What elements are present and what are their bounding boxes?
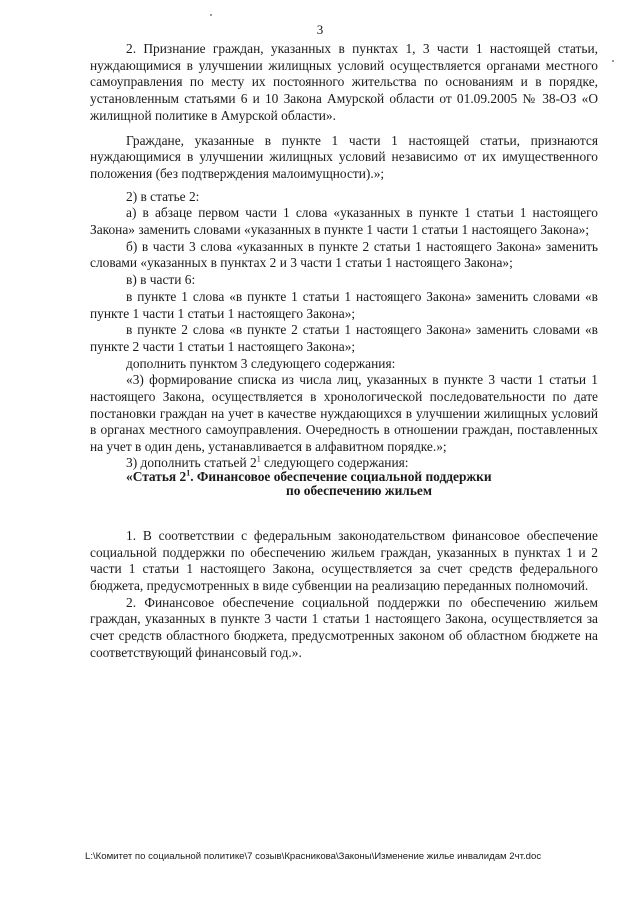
paragraph-add-point-3: дополнить пунктом 3 следующего содержания:: [126, 355, 396, 371]
scan-speck: [210, 14, 212, 16]
paragraph-recognition: 2. Признание граждан, указанных в пунктах 1, 3 части 1 настоящей статьи, нуждающимися в улучшении жилищных условий осуществляется органами местного самоуправления по месту их постоянного жительства по основаниям и в порядке, установленным статьями 6 и 10 Закона Амурской области от 01.09.2005 № 38-ОЗ «О жилищной политике в Амурской области».: [90, 41, 598, 123]
article-body: [90, 528, 598, 662]
paragraph-add-article: 3) дополнить статьей $2^1$ следующего содержания:: [126, 454, 409, 470]
file-path-footer: L:\Комитет по социальной политике\7 созыв\Красникова\Законы\Изменение жилье инвалидам 2чт.doc: [85, 851, 542, 862]
paragraph-item-a: а) в абзаце первом части 1 слова «указанных в пункте 1 статьи 1 настоящего Закона» заменить словами «указанных в пункте 1 части 1 статьи 1 настоящего Закона»;: [90, 205, 598, 238]
article-paragraph-2: 2. Финансовое обеспечение социальной поддержки по обеспечению жильем граждан, указанных в пункте 3 части 1 статьи 1 настоящего Закона, осуществляется за счет средств областного бюджета, предусмотренных законом об областном бюджете на соответствующий финансовый год.».: [90, 594, 598, 660]
page-number: 3: [316, 22, 324, 37]
paragraph-list-formation: «3) формирование списка из числа лиц, указанных в пункте 3 части 1 статьи 1 настоящего Закона, осуществляется в хронологической последовательности по дате постановки граждан на учет в качестве нуждающихся в улучшении жилищных условий в органах местного самоуправления. Очередность в отношении граждан, поставленных на учет в один день, устанавливается в алфавитном порядке.»;: [90, 372, 598, 455]
paragraph-item-b: б) в части 3 слова «указанных в пункте 2 статьи 1 настоящего Закона» заменить словами «указанных в пунктах 2 и 3 части 1 статьи 1 настоящего Закона»;: [90, 238, 598, 271]
document-body: [90, 41, 598, 662]
paragraph-article2-intro: 2) в статье 2:: [126, 188, 200, 204]
paragraph-citizens: Граждане, указанные в пункте 1 части 1 настоящей статьи, признаются нуждающимися в улучшении жилищных условий независимо от их имущественного положения (без подтверждения малоимущности).»;: [90, 132, 598, 181]
paragraph-point-2: в пункте 2 слова «в пункте 2 статьи 1 настоящего Закона» заменить словами «в пункте 2 части 1 статьи 1 настоящего Закона»;: [90, 322, 598, 354]
article-paragraph-1: 1. В соответствии с федеральным законодательством финансовое обеспечение социальной поддержки по обеспечению жильем граждан, указанных в пунктах 1 и 2 части 1 статьи 1 настоящего Закона, осуществляется за счет средств федерального бюджета, предусмотренных в виде субвенции на реализацию переданных полномочий.: [90, 527, 598, 593]
paragraph-point-1: в пункте 1 слова «в пункте 1 статьи 1 настоящего Закона» заменить словами «в пункте 1 части 1 статьи 1 настоящего Закона»;: [90, 288, 598, 321]
scan-speck: [612, 60, 614, 62]
paragraph-item-v: в) в части 6:: [126, 272, 196, 288]
article-heading: «Статья $2^1$. Финансовое обеспечение социальной поддержки по обеспечению жильем: [126, 468, 492, 498]
